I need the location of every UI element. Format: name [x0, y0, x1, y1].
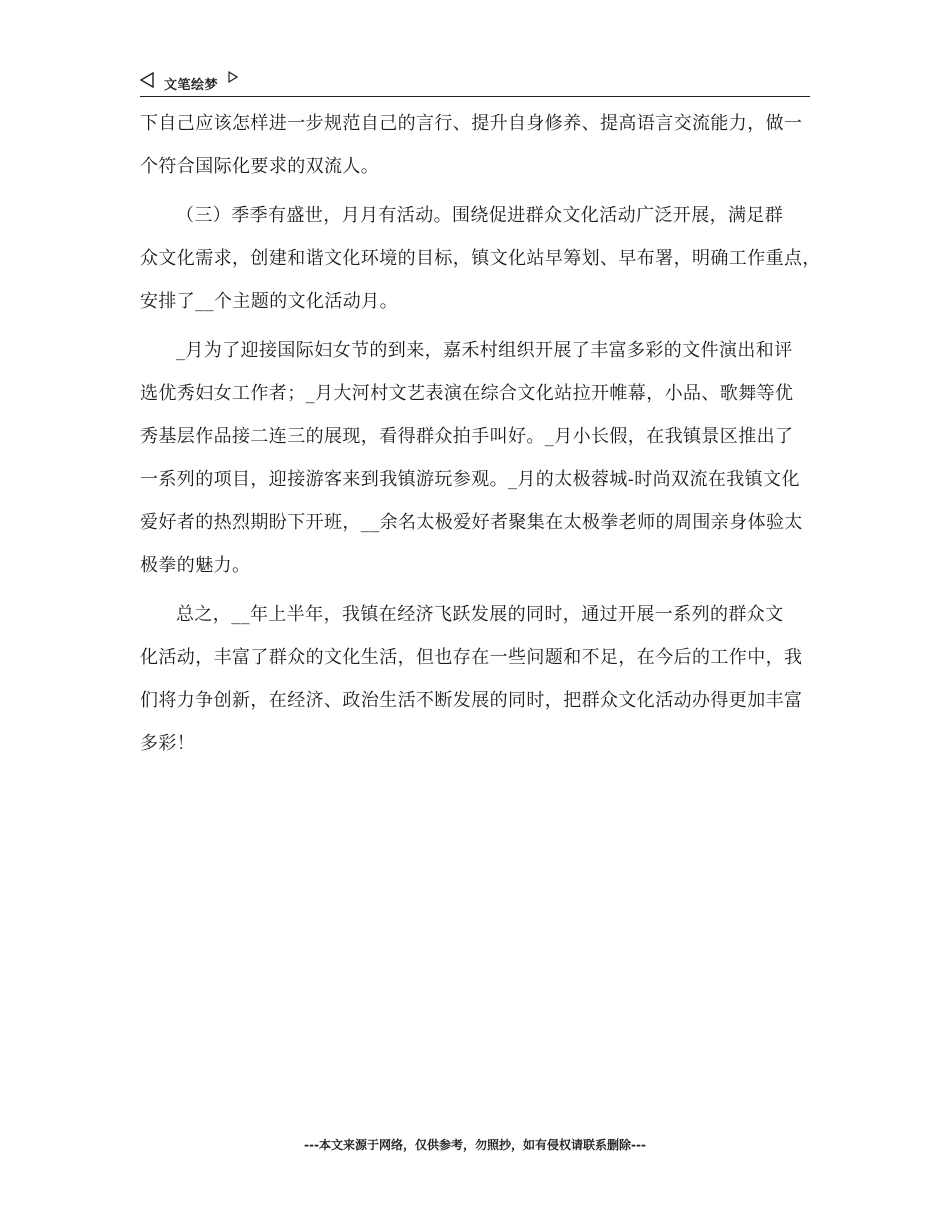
triangle-right-outline-icon — [228, 71, 238, 83]
text-line: 选优秀妇女工作者；_月大河村文艺表演在综合文化站拉开帷幕，小品、歌舞等优 — [140, 383, 794, 404]
text-line: _月为了迎接国际妇女节的到来，嘉禾村组织开展了丰富多彩的文件演出和评 — [176, 340, 793, 361]
page-footer-disclaimer: ---本文来源于网络，仅供参考，勿照抄，如有侵权请联系删除--- — [304, 1138, 646, 1152]
text-line: 多彩！ — [140, 733, 196, 754]
text-line: 们将力争创新，在经济、政治生活不断发展的同时，把群众文化活动办得更加丰富 — [140, 690, 803, 711]
text-line: 秀基层作品接二连三的展现，看得群众拍手叫好。_月小长假，在我镇景区推出了 — [140, 426, 794, 447]
text-line: 个符合国际化要求的双流人。 — [140, 156, 380, 177]
text-line: （三）季季有盛世，月月有活动。围绕促进群众文化活动广泛开展，满足群 — [176, 205, 784, 226]
paragraph-2 — [140, 194, 821, 323]
text-line: 安排了__个主题的文化活动月。 — [140, 291, 398, 312]
text-line: 众文化需求，创建和谐文化环境的目标，镇文化站早筹划、早布署，明确工作重点， — [140, 248, 821, 269]
text-line: 化活动，丰富了群众的文化生活，但也存在一些问题和不足，在今后的工作中，我 — [140, 647, 803, 668]
text-line: 极拳的魅力。 — [140, 555, 251, 576]
document-body — [140, 102, 821, 765]
paragraph-1 — [140, 102, 812, 188]
paragraph-3 — [140, 329, 812, 587]
triangle-left-outline-icon — [140, 72, 154, 88]
paragraph-4 — [140, 593, 812, 765]
header-title: 文笔绘梦 — [164, 78, 219, 93]
page-header — [140, 70, 810, 97]
text-line: 总之，__年上半年，我镇在经济飞跃发展的同时，通过开展一系列的群众文 — [176, 604, 784, 625]
text-line: 一系列的项目，迎接游客来到我镇游玩参观。_月的太极蓉城-时尚双流在我镇文化 — [140, 469, 800, 490]
text-line: 下自己应该怎样进一步规范自己的言行、提升自身修养、提高语言交流能力，做一 — [140, 113, 803, 134]
text-line: 爱好者的热烈期盼下开班，__余名太极爱好者聚集在太极拳老师的周围亲身体验太 — [140, 512, 803, 533]
